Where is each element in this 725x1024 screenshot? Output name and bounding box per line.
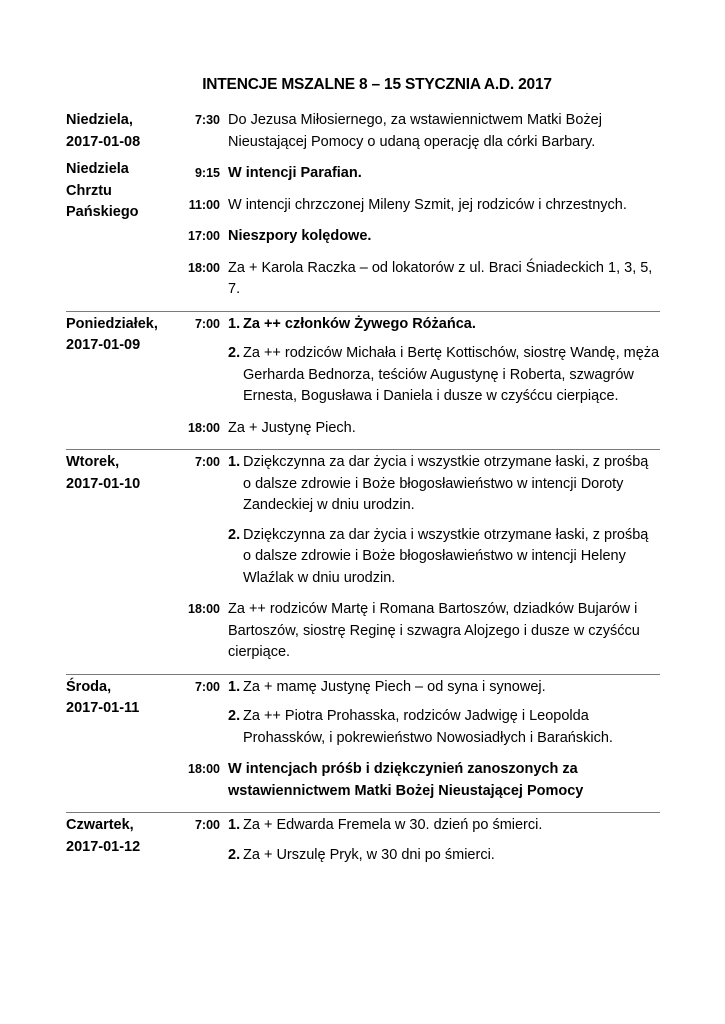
day-name: Środa, — [66, 678, 112, 695]
intention-number: 2. — [228, 708, 241, 724]
mass-entry — [174, 452, 660, 589]
intention-item — [228, 452, 660, 517]
mass-time: 18:00 — [188, 260, 220, 275]
intention-text: W intencji chrzczonej Mileny Szmit, jej rodziców i chrzestnych. — [228, 196, 627, 213]
mass-entry — [174, 163, 660, 185]
mass-time: 9:15 — [194, 166, 220, 180]
intention-text: W intencjach próśb i dziękczynień zanoszonych za wstawiennictwem Matki Bożej Nieustającej Pomocy — [228, 761, 584, 799]
mass-intentions — [228, 599, 660, 664]
mass-time: 7:00 — [194, 316, 220, 331]
intention-item — [228, 343, 660, 408]
day-row — [66, 108, 660, 312]
intention-item — [228, 525, 660, 590]
day-date: 2017-01-12 — [66, 838, 141, 855]
day-date: 2017-01-08 — [66, 133, 141, 150]
mass-entry — [174, 258, 660, 301]
document — [66, 76, 660, 876]
mass-entry — [174, 759, 660, 802]
intention-text: Za + Justynę Piech. — [228, 419, 356, 436]
intention-text: Za + Urszulę Pryk, w 30 dni po śmierci. — [243, 846, 495, 863]
mass-time: 7:30 — [194, 113, 220, 127]
day-header — [66, 677, 174, 813]
mass-list — [174, 677, 660, 813]
intention-text: Za ++ Piotra Prohasska, rodziców Jadwigę i Leopolda Prohassków, i pokrewieństwo Nowosiadłych i Barańskich. — [243, 708, 613, 746]
mass-intentions — [228, 195, 660, 217]
mass-intentions — [228, 226, 660, 248]
day-row — [66, 312, 660, 451]
mass-list — [174, 110, 660, 311]
intention-text: W intencji Parafian. — [228, 165, 362, 181]
schedule-table — [66, 108, 660, 876]
mass-list — [174, 815, 660, 876]
mass-intentions — [228, 110, 660, 153]
intention-text: Nieszpory kolędowe. — [228, 228, 372, 244]
mass-intentions — [228, 815, 660, 866]
mass-entry — [174, 599, 660, 664]
mass-intentions — [228, 163, 660, 185]
intention-text: Za ++ rodziców Michała i Bertę Kottischów, siostrę Wandę, męża Gerharda Bednorza, teściów Augustynę i Roberta, szwagrów Ernesta, Bogusława i Daniela i dusze w czyśćcu cierpiące. — [243, 345, 660, 404]
day-header — [66, 452, 174, 674]
day-header — [66, 110, 174, 311]
day-row — [66, 450, 660, 675]
feast-line: Pańskiego — [66, 204, 139, 220]
day-date: 2017-01-11 — [66, 700, 140, 716]
mass-entry — [174, 677, 660, 750]
mass-time: 18:00 — [188, 602, 220, 616]
intention-text: Za + Edwarda Fremela w 30. dzień po śmierci. — [243, 817, 543, 833]
mass-list — [174, 314, 660, 450]
mass-entry — [174, 815, 660, 866]
day-header — [66, 314, 174, 450]
intention-text: Za + mamę Justynę Piech – od syna i synowej. — [243, 678, 546, 695]
feast-name — [66, 159, 174, 224]
intention-number: 1. — [228, 315, 241, 332]
intention-number: 2. — [228, 345, 241, 361]
day-name: Niedziela, — [66, 112, 133, 128]
day-name: Wtorek, — [66, 454, 120, 470]
mass-time: 7:00 — [194, 818, 220, 832]
intention-text: Dziękczynna za dar życia i wszystkie otrzymane łaski, z prośbą o dalsze zdrowie i Boże błogosławieństwo w intencji Doroty Zandeckiej w dniu urodzin. — [243, 454, 649, 513]
mass-time: 17:00 — [188, 229, 220, 243]
mass-entry — [174, 110, 660, 153]
day-row — [66, 675, 660, 814]
intention-text: Za ++ członków Żywego Różańca. — [243, 315, 476, 332]
intention-text: Dziękczynna za dar życia i wszystkie otrzymane łaski, z prośbą o dalsze zdrowie i Boże błogosławieństwo w intencji Heleny Wlaźlak w dniu urodzin. — [243, 526, 649, 586]
day-name: Poniedziałek, — [66, 315, 158, 332]
page-title: INTENCJE MSZALNE 8 – 15 STYCZNIA A.D. 2017 — [202, 76, 552, 93]
mass-intentions — [228, 759, 660, 802]
intention-item — [228, 706, 660, 749]
intention-item — [228, 815, 660, 837]
mass-time: 7:00 — [194, 455, 220, 469]
intention-number: 2. — [228, 526, 241, 543]
intention-text: Za ++ rodziców Martę i Romana Bartoszów, dziadków Bujarów i Bartoszów, siostrę Reginę i szwagra Alojzego i dusze w czyśćcu cierpiące. — [228, 601, 640, 660]
feast-line: Niedziela — [66, 161, 129, 177]
mass-time: 18:00 — [188, 762, 220, 776]
day-date: 2017-01-09 — [66, 337, 141, 353]
intention-text: Za + Karola Raczka – od lokatorów z ul. Braci Śniadeckich 1, 3, 5, 7. — [228, 259, 653, 297]
mass-intentions — [228, 258, 660, 301]
intention-item — [228, 314, 660, 336]
mass-time: 7:00 — [194, 679, 220, 694]
feast-line: Chrztu — [66, 182, 112, 199]
day-date: 2017-01-10 — [66, 475, 141, 492]
mass-intentions — [228, 677, 660, 750]
mass-entry — [174, 195, 660, 217]
intention-number: 1. — [228, 678, 241, 695]
intention-number: 1. — [228, 454, 241, 470]
intention-number: 2. — [228, 846, 241, 863]
mass-entry — [174, 314, 660, 408]
mass-entry — [174, 226, 660, 248]
day-name: Czwartek, — [66, 817, 134, 833]
intention-item — [228, 845, 660, 867]
mass-time: 18:00 — [188, 420, 220, 435]
day-row — [66, 813, 660, 876]
mass-intentions — [228, 452, 660, 589]
day-header — [66, 815, 174, 876]
intention-text: Do Jezusa Miłosiernego, za wstawiennictwem Matki Bożej Nieustającej Pomocy o udaną operację dla córki Barbary. — [228, 112, 602, 150]
mass-list — [174, 452, 660, 674]
mass-time: 11:00 — [188, 197, 220, 212]
mass-intentions — [228, 314, 660, 408]
mass-entry — [174, 418, 660, 440]
intention-item — [228, 677, 660, 699]
mass-intentions — [228, 418, 660, 440]
intention-number: 1. — [228, 817, 241, 833]
